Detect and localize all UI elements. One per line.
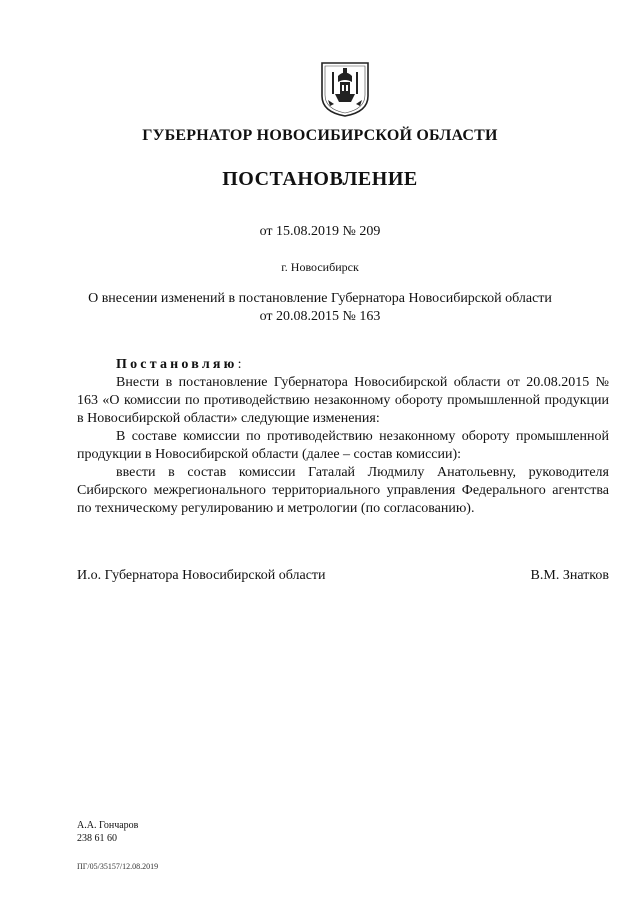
document-type: ПОСТАНОВЛЕНИЕ	[222, 168, 418, 190]
paragraph-1: Внести в постановление Губернатора Новосибирской области от 20.08.2015 № 163 «О комиссии по противодействию незаконному обороту промышленной продукции в Новосибирской области» следующие изменения:	[77, 375, 609, 426]
decree-word: Постановляю	[116, 357, 238, 372]
coat-of-arms-icon	[318, 60, 372, 118]
issuing-authority: ГУБЕРНАТОР НОВОСИБИРСКОЙ ОБЛАСТИ	[142, 127, 498, 144]
signature-name: В.М. Знатков	[530, 568, 609, 583]
registration-code: ПГ/05/35157/12.08.2019	[77, 862, 159, 871]
document-subject	[0, 290, 640, 326]
paragraph-3: ввести в состав комиссии Гаталай Людмилу Анатольевну, руководителя Сибирского межрегионального территориального управления Федерального агентства по техническому регулированию и метрологии (по согласованию).	[77, 465, 609, 516]
executor-name: А.А. Гончаров	[77, 820, 139, 831]
subject-line-1: О внесении изменений в постановление Губернатора Новосибирской области	[88, 291, 552, 306]
city: г. Новосибирск	[281, 260, 359, 274]
subject-line-2: от 20.08.2015 № 163	[259, 309, 381, 324]
decree-colon: :	[237, 357, 242, 372]
document-body	[77, 356, 609, 518]
executor-phone: 238 61 60	[77, 833, 117, 844]
paragraph-2: В составе комиссии по противодействию незаконному обороту промышленной продукции в Новосибирской области (далее – состав комиссии):	[77, 429, 609, 462]
signature-block	[77, 568, 609, 584]
signature-title: И.о. Губернатора Новосибирской области	[77, 568, 326, 583]
date-and-number: от 15.08.2019 № 209	[259, 224, 381, 239]
decree-line	[77, 356, 609, 374]
